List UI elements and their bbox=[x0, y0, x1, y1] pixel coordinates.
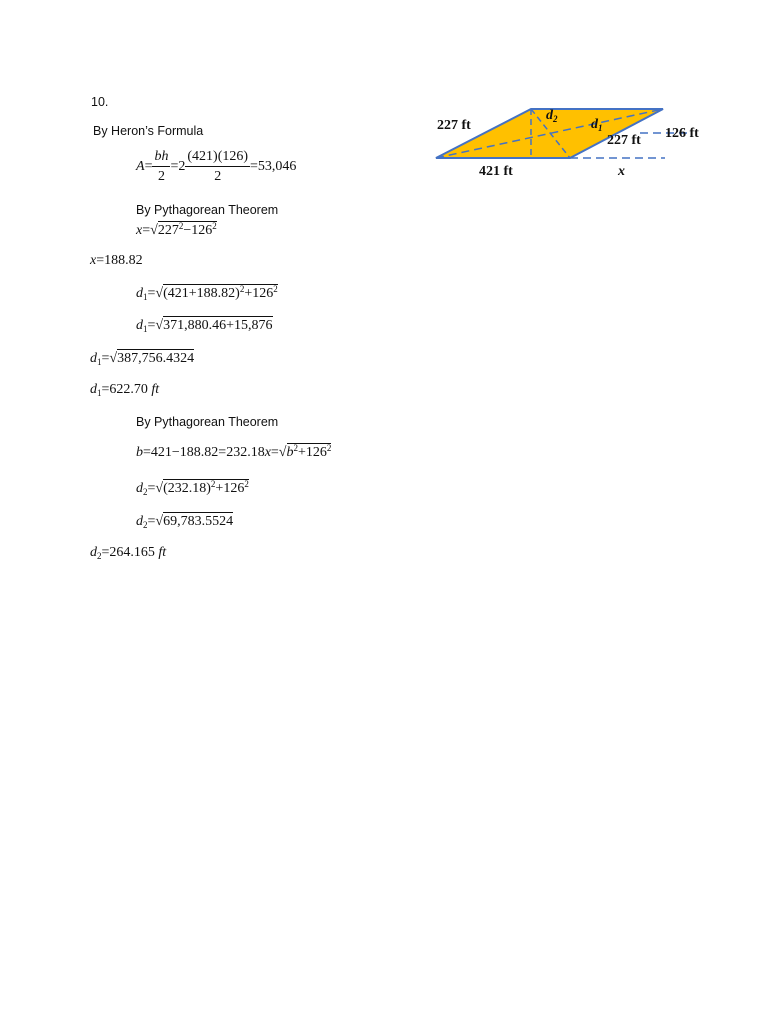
label-side-right: 227 ft bbox=[607, 133, 641, 148]
d2-result: $d_2=264.165$ ft bbox=[90, 545, 167, 561]
label-side-left: 227 ft bbox=[437, 118, 471, 133]
d1-equation-3: $d_1=√387,756.4324$ bbox=[90, 351, 195, 367]
heron-label: By Heron’s Formula bbox=[93, 124, 204, 138]
pythagorean-label-1: By Pythagorean Theorem bbox=[136, 203, 279, 217]
d1-equation-1: $d_1=√(421+188.82)^2+126^2$ bbox=[136, 284, 278, 302]
label-d1: $d_1$ bbox=[591, 117, 603, 133]
label-d2: $d_2$ bbox=[546, 108, 558, 124]
pythagorean-label-2: By Pythagorean Theorem bbox=[136, 415, 279, 429]
problem-number: 10. bbox=[91, 95, 109, 109]
label-height: 126 ft bbox=[665, 126, 699, 141]
x-equation-1: $x=√227^2-126^2$ bbox=[136, 221, 217, 238]
label-x: x bbox=[618, 164, 625, 179]
label-base: 421 ft bbox=[479, 164, 513, 179]
b-equation: $b=421-188.82=232.18x=√b^2+126^2$ bbox=[136, 443, 332, 460]
d1-equation-2: $d_1=√371,880.46+15,876$ bbox=[136, 318, 273, 334]
d1-result: $d_1=622.70$ ft bbox=[90, 382, 160, 398]
d2-equation-1: $d_2=√(232.18)^2+126^2$ bbox=[136, 479, 249, 497]
d2-equation-2: $d_2=√69,783.5524$ bbox=[136, 514, 234, 530]
x-result: x=188.82 bbox=[90, 253, 143, 268]
area-equation: A= $\frac{bh}{2}$ =2 $\frac{(421)(126)}{2}$ =53,046 bbox=[136, 149, 297, 184]
